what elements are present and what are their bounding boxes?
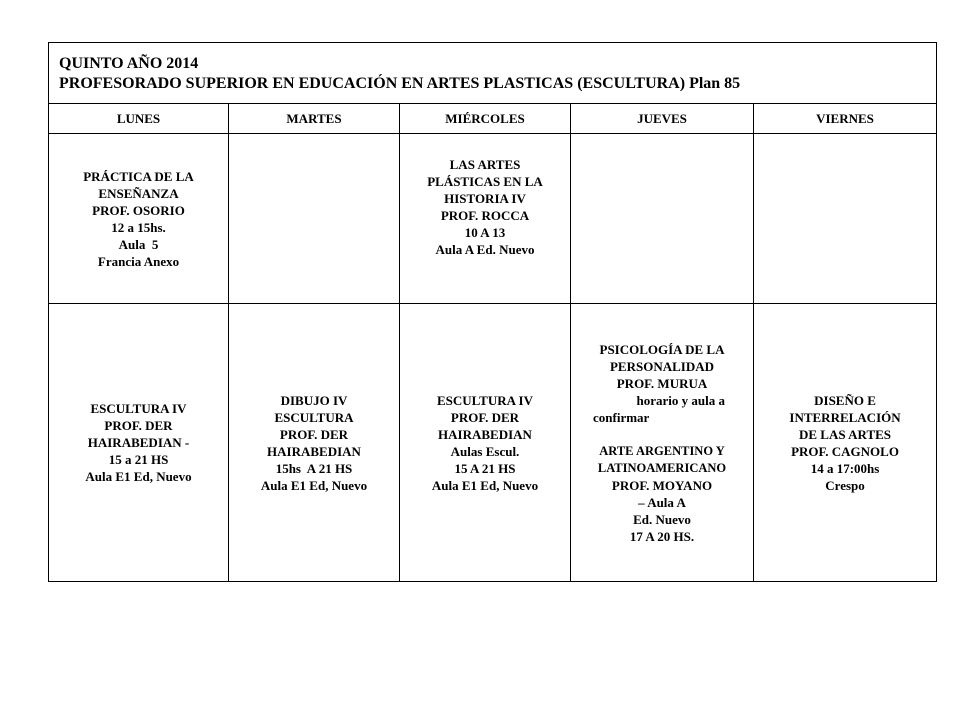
classroom: Aula E1 Ed, Nuevo <box>431 477 539 493</box>
professor: PROF. CAGNOLO <box>791 443 899 459</box>
course-title-line: LAS ARTES <box>449 156 521 172</box>
classroom: Aula 5 <box>118 236 159 252</box>
schedule-time: 17 A 20 HS. <box>629 528 695 544</box>
professor: PROF. MOYANO <box>611 477 713 493</box>
course-title-line: DISEÑO E <box>814 392 876 408</box>
schedule-program-title: PROFESORADO SUPERIOR EN EDUCACIÓN EN ARTES PLASTICAS (ESCULTURA) Plan 85 <box>59 75 741 92</box>
course-title-line: INTERRELACIÓN <box>789 409 901 425</box>
professor: PROF. OSORIO <box>92 202 185 218</box>
schedule-year-title: QUINTO AÑO 2014 <box>59 55 199 72</box>
cell-lunes-2 <box>49 304 229 582</box>
class-entry <box>754 392 936 494</box>
professor: HAIRABEDIAN - <box>87 435 190 450</box>
professor: PROF. DER <box>104 418 173 433</box>
day-header-jueves: JUEVES <box>571 104 754 134</box>
class-entry <box>229 392 399 494</box>
class-entry <box>400 156 570 258</box>
course-title-line: DIBUJO IV <box>280 392 348 408</box>
course-title-line: ESCULTURA IV <box>437 392 533 408</box>
schedule-time: 15 A 21 HS <box>454 460 516 476</box>
schedule-time: 12 a 15hs. <box>111 219 166 235</box>
cell-jueves-2 <box>571 304 754 582</box>
schedule-time: 15 a 21 HS <box>108 452 169 467</box>
course-title-line: ESCULTURA IV <box>90 401 187 416</box>
entry-gap <box>571 426 753 443</box>
classroom: – Aula A <box>638 494 686 510</box>
class-entry <box>400 392 570 494</box>
class-entry <box>49 168 228 270</box>
class-entry <box>49 400 228 485</box>
professor: PROF. MURUA <box>616 375 708 391</box>
day-header-miercoles: MIÉRCOLES <box>400 104 571 134</box>
building: Ed. Nuevo <box>633 511 691 527</box>
schedule-table <box>48 42 937 582</box>
classroom: Aula E1 Ed, Nuevo <box>85 469 192 484</box>
professor: HAIRABEDIAN <box>438 426 532 442</box>
course-title-line: DE LAS ARTES <box>799 426 892 442</box>
course-title-line: LATINOAMERICANO <box>597 460 727 475</box>
course-title-line: ESCULTURA <box>274 409 354 425</box>
schedule-row-1 <box>49 134 937 304</box>
course-title-line: ARTE ARGENTINO Y <box>599 443 725 458</box>
professor: HAIRABEDIAN <box>267 443 361 459</box>
course-title-line: PERSONALIDAD <box>609 358 714 374</box>
day-header-viernes: VIERNES <box>754 104 937 134</box>
course-title-line: PSICOLOGÍA DE LA <box>599 341 725 357</box>
schedule-header <box>49 43 937 104</box>
cell-viernes-2 <box>754 304 937 582</box>
schedule-note: confirmar <box>593 409 650 425</box>
cell-viernes-1 <box>754 134 937 304</box>
day-header-martes: MARTES <box>229 104 400 134</box>
course-title-line: PLÁSTICAS EN LA <box>427 173 543 189</box>
cell-martes-1 <box>229 134 400 304</box>
schedule-time: 10 A 13 <box>464 224 506 240</box>
schedule-note: horario y aula a <box>636 392 725 408</box>
building: Crespo <box>825 477 865 493</box>
cell-lunes-1 <box>49 134 229 304</box>
day-header-row <box>49 104 937 134</box>
classroom: Aulas Escul. <box>450 443 520 459</box>
course-title-line: PRÁCTICA DE LA <box>83 168 194 184</box>
course-title-line: ENSEÑANZA <box>98 185 179 201</box>
schedule-time: 14 a 17:00hs <box>810 460 880 476</box>
cell-miercoles-2 <box>400 304 571 582</box>
professor: PROF. DER <box>279 426 349 442</box>
day-header-lunes: LUNES <box>49 104 229 134</box>
classroom: Aula A Ed. Nuevo <box>435 241 535 257</box>
schedule-row-2 <box>49 304 937 582</box>
cell-jueves-1 <box>571 134 754 304</box>
professor: PROF. DER <box>450 409 520 425</box>
course-title-line: HISTORIA IV <box>444 190 526 206</box>
building: Francia Anexo <box>97 253 180 269</box>
cell-martes-2 <box>229 304 400 582</box>
schedule-time: 15hs A 21 HS <box>275 460 353 476</box>
classroom: Aula E1 Ed, Nuevo <box>260 477 368 493</box>
class-entry <box>571 341 753 545</box>
professor: PROF. ROCCA <box>440 207 530 223</box>
cell-miercoles-1 <box>400 134 571 304</box>
